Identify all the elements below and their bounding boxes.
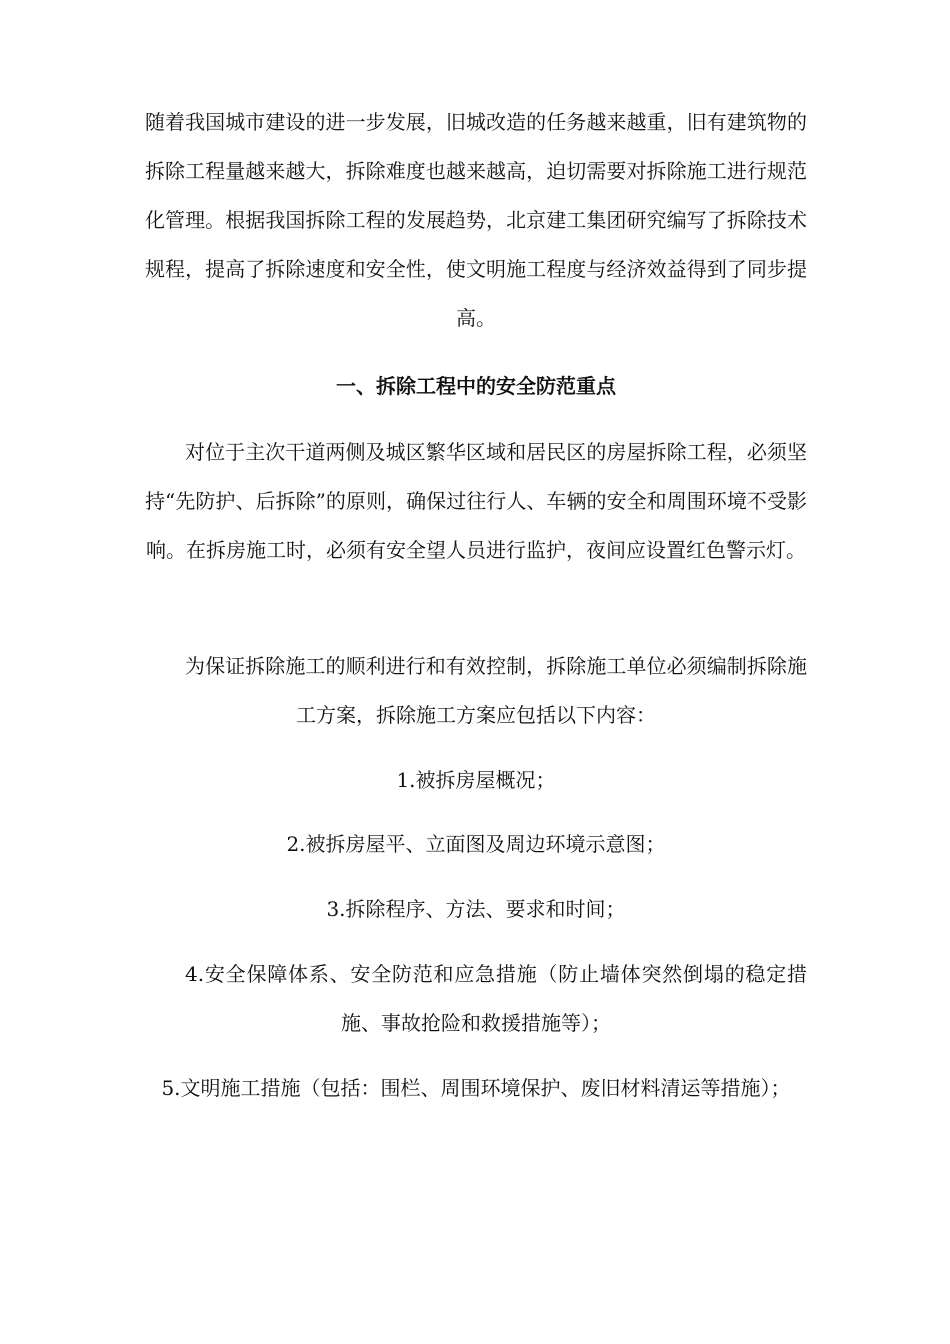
list-item-1: 1.被拆房屋概况； [396,768,556,792]
intro-paragraph: 随着我国城市建设的进一步发展，旧城改造的任务越来越重，旧有建筑物的拆除工程量越来越大，拆除难度也越来越高，迫切需要对拆除施工进行规范化管理。根据我国拆除工程的发展趋势，北京建工集团研究编写了拆除技术规程，提高了拆除速度和安全性，使文明施工程度与经济效益得到了同步提高。 [145,110,807,330]
safety-paragraph: 对位于主次干道两侧及城区繁华区域和居民区的房屋拆除工程，必须坚持“先防护、后拆除”的原则，确保过往行人、车辆的安全和周围环境不受影响。在拆房施工时，必须有安全望人员进行监护，夜间应设置红色警示灯。 [145,440,807,562]
list-item-5: 5.文明施工措施（包括：围栏、周围环境保护、废旧材料清运等措施）； [161,1076,791,1100]
plan-paragraph: 为保证拆除施工的顺利进行和有效控制，拆除施工单位必须编制拆除施工方案，拆除施工方案应包括以下内容： [185,654,807,727]
list-item-4: 4.安全保障体系、安全防范和应急措施（防止墙体突然倒塌的稳定措施、事故抢险和救援措施等）； [185,962,807,1035]
section-heading: 一、拆除工程中的安全防范重点 [336,374,616,398]
list-item-2: 2.被拆房屋平、立面图及周边环境示意图； [286,832,666,856]
list-item-3: 3.拆除程序、方法、要求和时间； [326,897,626,921]
